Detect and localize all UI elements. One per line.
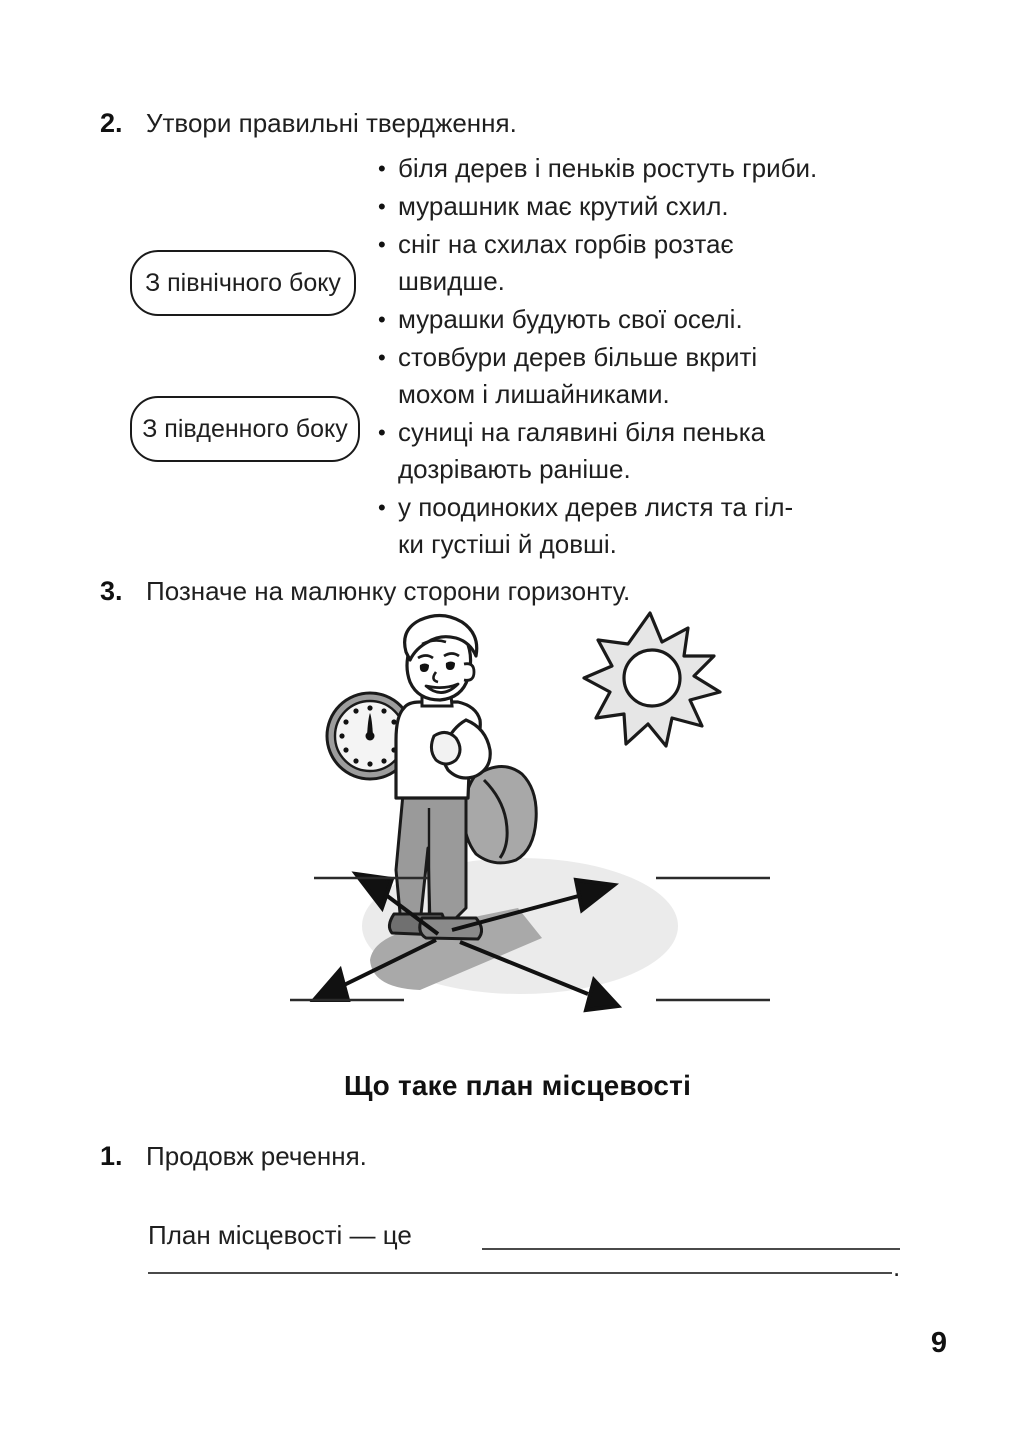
list-item [378,301,923,338]
bullet-icon: • [378,495,386,520]
statement-line: сніг на схилах горбів розтає [398,229,734,259]
list-item [378,226,923,300]
list-item [378,150,923,187]
list-item [378,489,923,563]
statement-line: швидше. [398,266,505,296]
bullet-icon: • [378,194,386,219]
statement-line: у поодиноких дерев листя та гіл- [398,492,794,522]
task-1-prompt: Продовж речення. [146,1141,367,1171]
section-heading: Що таке план місцевості [343,1070,692,1101]
statement-text [398,489,923,563]
list-item [378,188,923,225]
statement-text: біля дерев і пеньків ростуть гриби. [398,153,818,183]
bullet-icon: • [378,420,386,445]
statement-line: дозрівають раніше. [398,454,631,484]
list-item [378,339,923,413]
statement-text [398,339,923,413]
task-3-header [100,578,630,605]
task-2-header [100,110,517,137]
task-2-statement-list [378,150,923,564]
horizon-sides-illustration [270,608,770,1028]
task-1-number: 1. [100,1141,123,1171]
label-box-north-text: З північного боку [145,268,341,297]
sentence-stem: План місцевості — це [148,1220,412,1250]
statement-text: мурашки будують свої оселі. [398,304,743,334]
pants [396,794,466,926]
statement-line: мохом і лишайниками. [398,379,670,409]
statement-text [398,226,923,300]
page-number: 9 [930,1327,947,1359]
backpack [464,766,536,862]
task-2-prompt: Утвори правильні твердження. [146,108,517,138]
statement-line: ки густіші й довші. [398,529,617,559]
task-3-prompt: Позначе на малюнку сторони горизонту. [146,576,631,606]
answer-blank-line-2[interactable] [148,1272,892,1274]
arrow-head-southwest [314,970,348,1000]
task-2-number: 2. [100,108,123,138]
sun-icon [584,613,720,746]
statement-text: мурашник має крутий схил. [398,191,729,221]
bullet-icon: • [378,345,386,370]
statement-text [398,414,923,488]
statement-line: стовбури дерев більше вкриті [398,342,758,372]
label-box-north-side[interactable] [130,250,356,316]
label-box-south-side[interactable] [130,396,360,462]
task-1-header [100,1143,367,1170]
label-box-south-text: З південного боку [142,414,348,443]
bullet-icon: • [378,156,386,181]
bullet-icon: • [378,307,386,332]
hand [431,732,460,764]
statement-line: суниці на галявині біля пенька [398,417,766,447]
bullet-icon: • [378,232,386,257]
arrow-head-southeast [586,980,618,1010]
sentence-end-period: . [893,1252,901,1282]
answer-blank-line-1[interactable] [482,1248,900,1250]
task-3-number: 3. [100,576,123,606]
list-item [378,414,923,488]
